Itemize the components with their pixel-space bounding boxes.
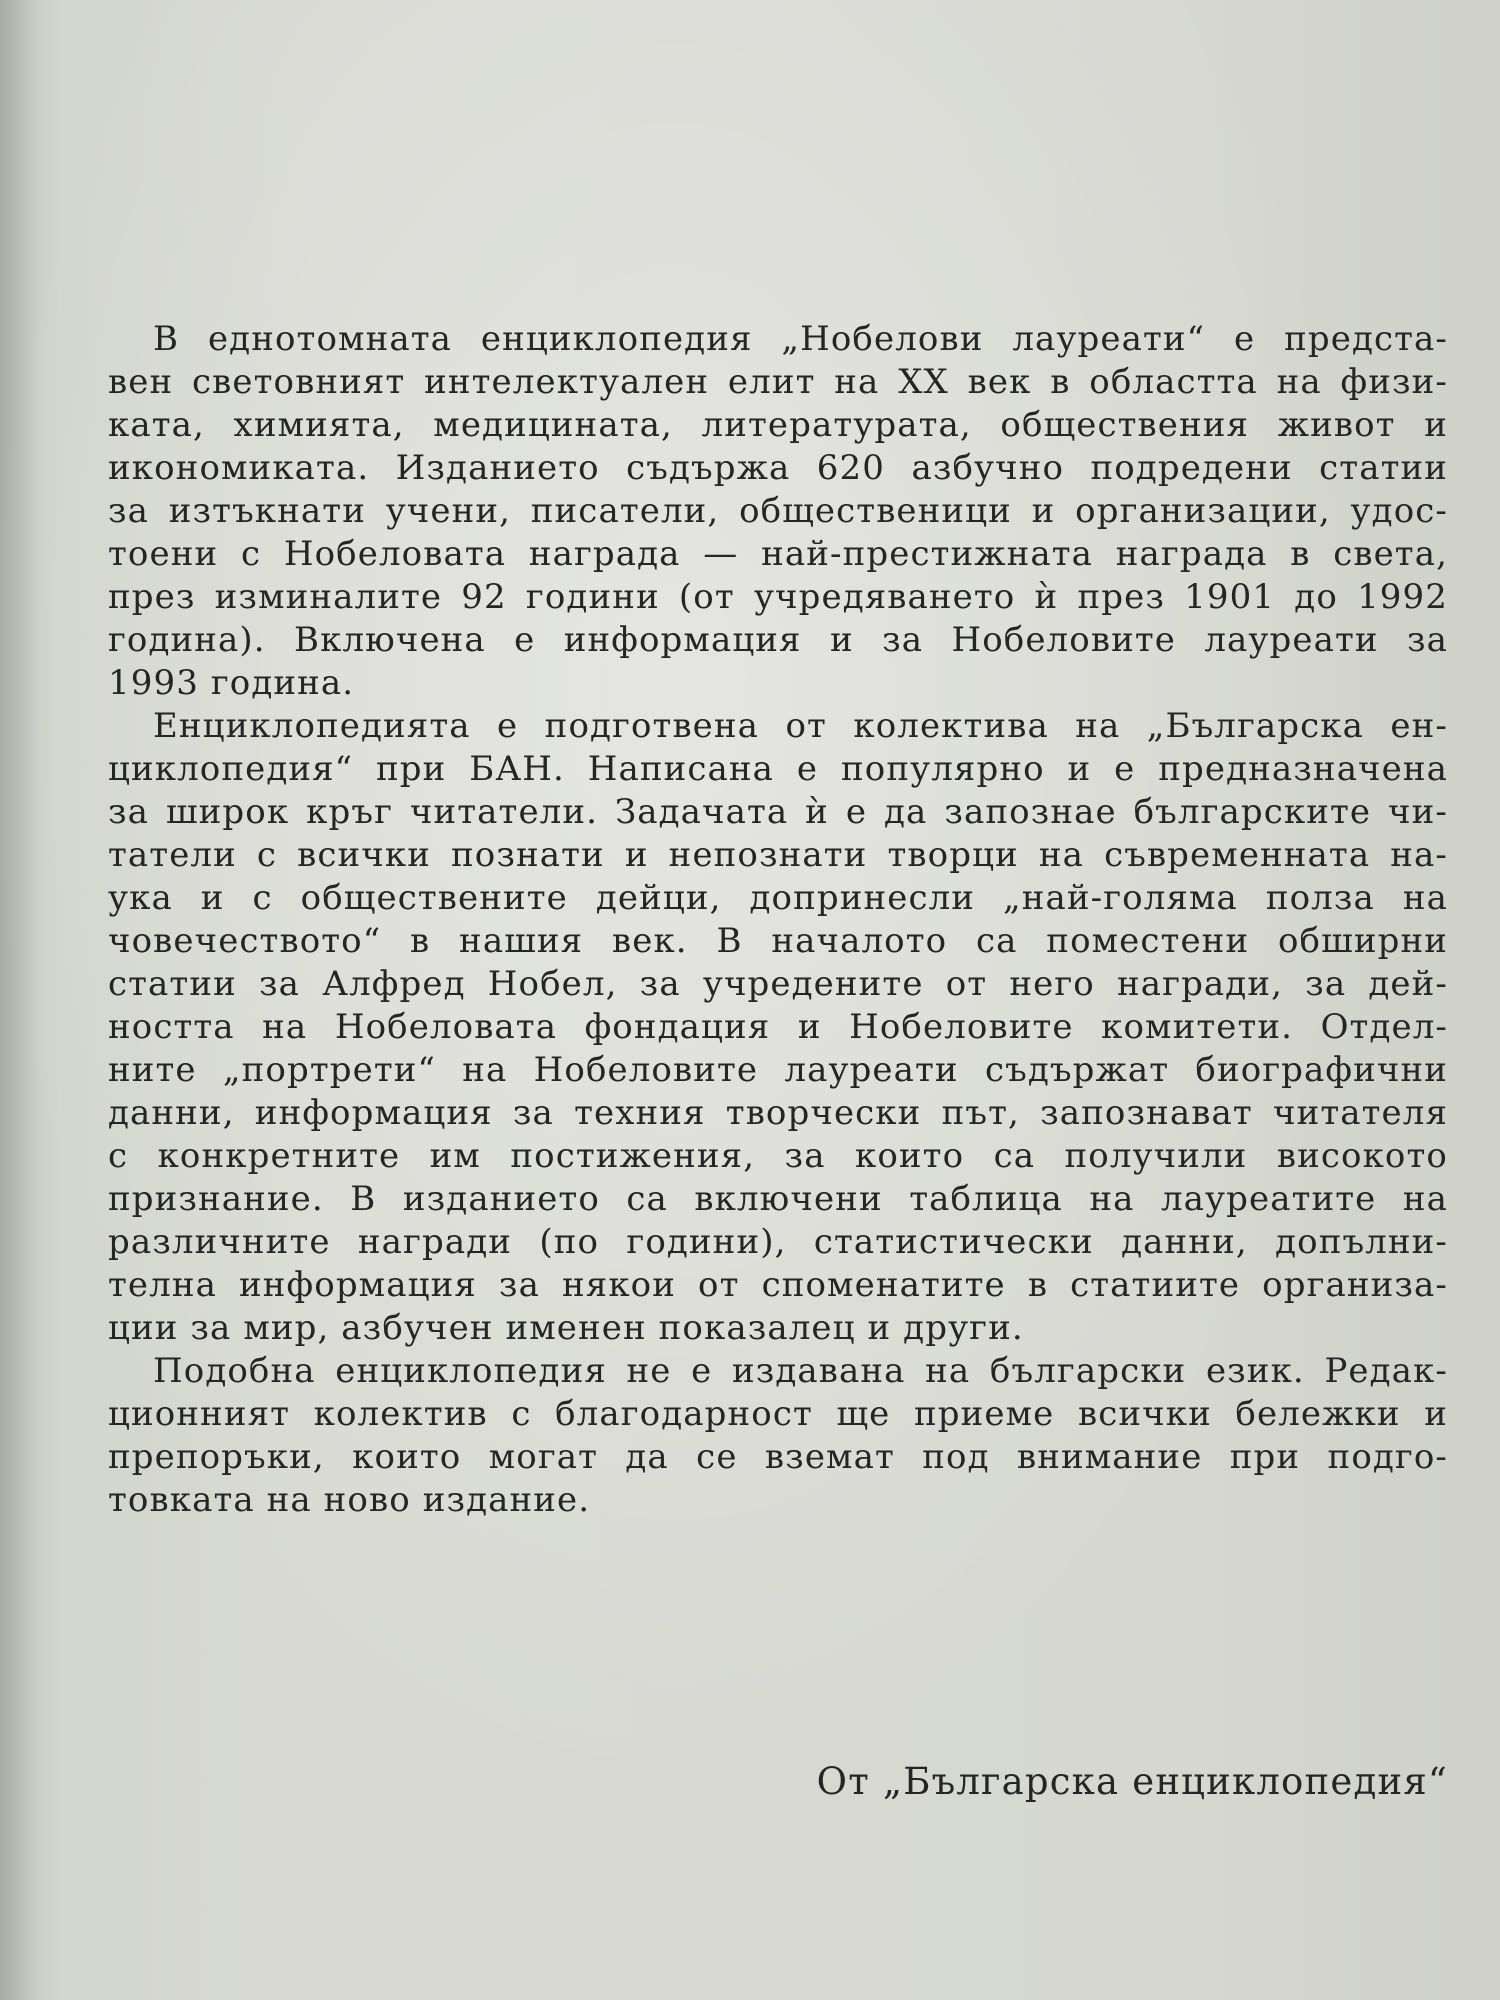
text-line: товката на ново издание. — [108, 1480, 591, 1520]
text-line: през изминалите 92 години (от учредяването ѝ през 1901 до 1992 — [108, 577, 1448, 617]
text-line: признание. В изданието са включени таблица на лауреатите на — [108, 1179, 1448, 1219]
text-line: ката, химията, медицината, литературата, обществения живот и — [108, 405, 1448, 445]
text-line: Енциклопедията е подготвена от колектива на „Българска ен- — [153, 706, 1448, 746]
text-line: татели с всички познати и непознати творци на съвременната на- — [108, 835, 1448, 875]
text-line: 1993 година. — [108, 663, 355, 703]
text-line: ционният колектив с благодарност ще приеме всички бележки и — [108, 1394, 1448, 1434]
text-line: статии за Алфред Нобел, за учредените от него награди, за дей- — [108, 964, 1448, 1004]
signature: От „Българска енциклопедия“ — [816, 1760, 1448, 1803]
text-line: ността на Нобеловата фондация и Нобеловите комитети. Отдел- — [108, 1007, 1448, 1047]
text-line: икономиката. Изданието съдържа 620 азбучно подредени статии — [108, 448, 1448, 488]
text-line: с конкретните им постижения, за които са получили високото — [108, 1136, 1448, 1176]
text-line: препоръки, които могат да се вземат под внимание при подго- — [108, 1437, 1448, 1477]
text-line: телна информация за някои от споменатите в статиите организа- — [108, 1265, 1448, 1305]
text-line: ука и с обществените дейци, допринесли „най-голяма полза на — [108, 878, 1448, 918]
text-line: тоени с Нобеловата награда — най-престижната награда в света, — [108, 534, 1448, 574]
text-line: за изтъкнати учени, писатели, общественици и организации, удос- — [108, 491, 1448, 531]
text-line: В еднотомната енциклопедия „Нобелови лауреати“ е предста- — [153, 319, 1448, 359]
text-line: за широк кръг читатели. Задачата ѝ е да запознае българските чи- — [108, 792, 1448, 832]
text-line: Подобна енциклопедия не е издавана на български език. Редак- — [153, 1351, 1448, 1391]
text-line: циклопедия“ при БАН. Написана е популярно и е предназначена — [108, 749, 1448, 789]
text-line: ции за мир, азбучен именен показалец и други. — [108, 1308, 1024, 1348]
text-line: различните награди (по години), статистически данни, допълни- — [108, 1222, 1448, 1262]
text-line: ните „портрети“ на Нобеловите лауреати съдържат биографични — [108, 1050, 1448, 1090]
preface-text — [108, 318, 1448, 1522]
text-line: човечеството“ в нашия век. В началото са поместени обширни — [108, 921, 1448, 961]
page-gutter-shadow — [0, 0, 40, 2000]
text-line: вен световният интелектуален елит на XX век в областта на физи- — [108, 362, 1448, 402]
text-line: данни, информация за техния творчески път, запознават читателя — [108, 1093, 1448, 1133]
text-line: година). Включена е информация и за Нобеловите лауреати за — [108, 620, 1448, 660]
